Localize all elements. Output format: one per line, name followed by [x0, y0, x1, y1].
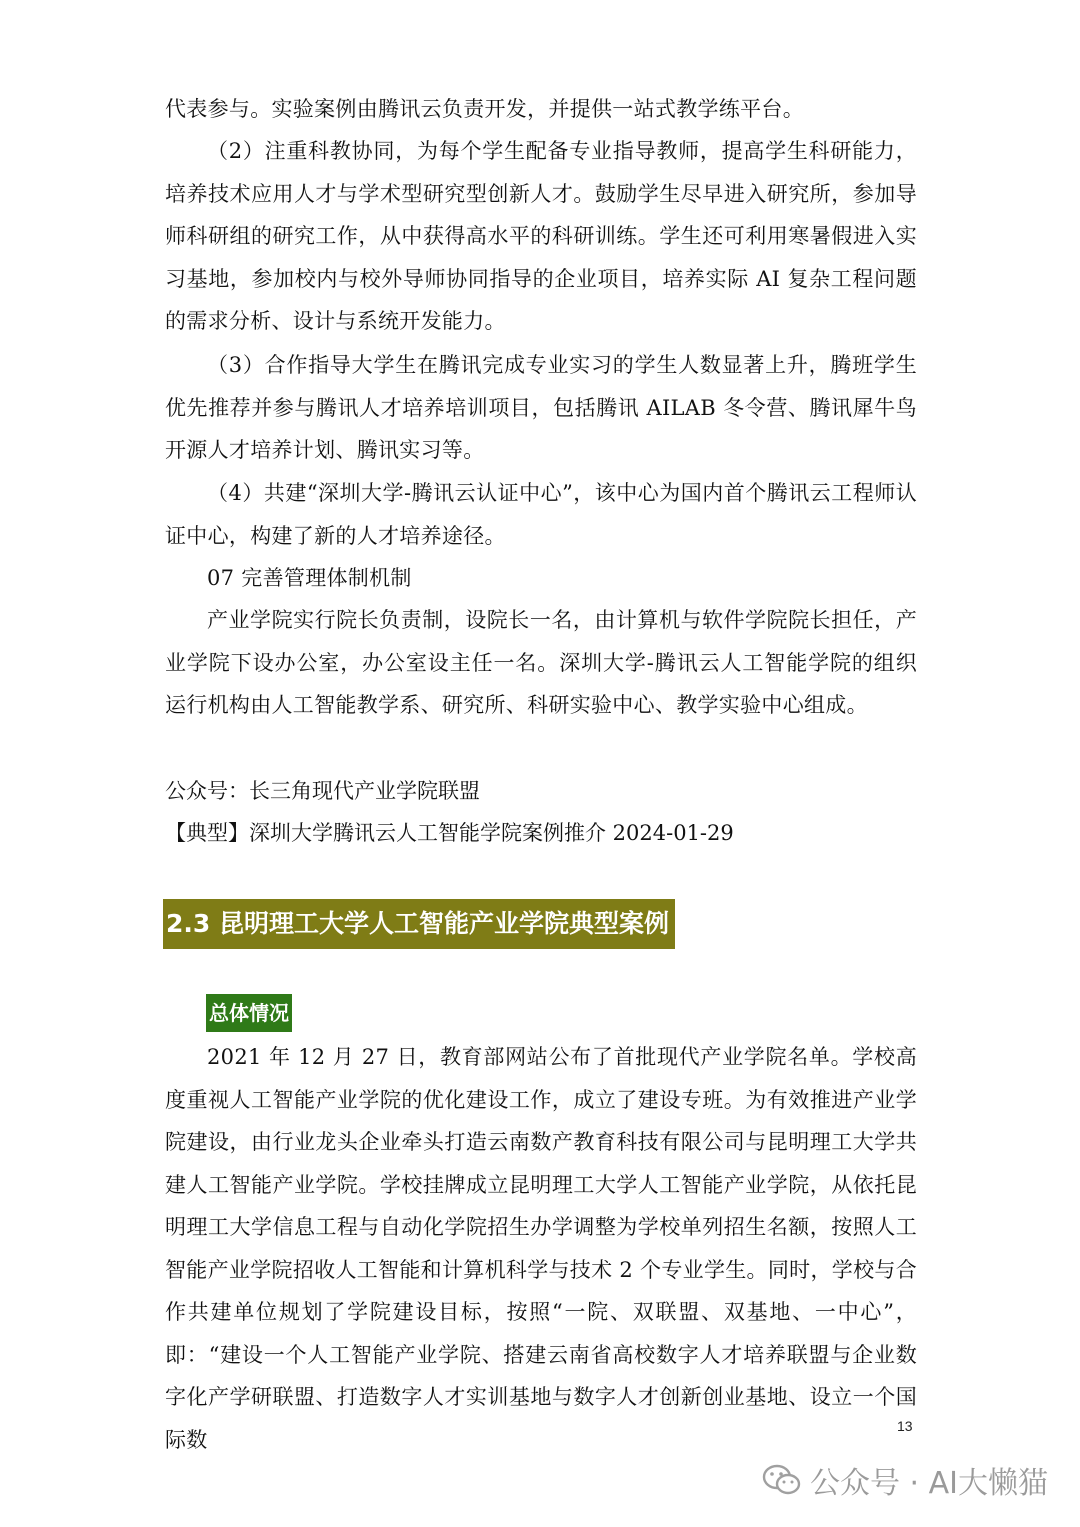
paragraph-management: 产业学院实行院长负责制，设院长一名，由计算机与软件学院院长担任，产业学院下设办公室，办公室设主任一名。深圳大学-腾讯云人工智能学院的组织运行机构由人工智能教学系、研究所、科研实验中心、教学实验中心组成。 — [165, 608, 917, 717]
paragraph-item-4: （4）共建“深圳大学-腾讯云认证中心”，该中心为国内首个腾讯云工程师认证中心，构建了新的人才培养途径。 — [165, 481, 917, 548]
section-heading: 2.3 昆明理工大学人工智能产业学院典型案例 — [163, 899, 675, 949]
wechat-icon — [762, 1463, 802, 1497]
paragraph-kmust-overview: 2021 年 12 月 27 日，教育部网站公布了首批现代产业学院名单。学校高度重视人工智能产业学院的优化建设工作，成立了建设专班。为有效推进产业学院建设，由行业龙头企业牵头打造云南数产教育科技有限公司与昆明理工大学共建人工智能产业学院。学校挂牌成立昆明理工大学人工智能产业学院，从依托昆明理工大学信息工程与自动化学院招生办学调整为学校单列招生名额，按照人工智能产业学院招收人工智能和计算机科学与技术 2 个专业学生。同时，学校与合作共建单位规划了学院建设目标，按照“一院、双联盟、双基地、一中心”，即：“建设一个人工智能产业学院、搭建云南省高校数字人才培养联盟与企业数字化产学研联盟、打造数字人才实训基地与数字人才创新创业基地、设立一个国际数 — [165, 1045, 917, 1452]
source-account: 公众号：长三角现代产业学院联盟 — [165, 779, 480, 803]
subsection-title-07: 07 完善管理体制机制 — [207, 566, 412, 590]
paragraph-item-3: （3）合作指导大学生在腾讯完成专业实习的学生人数显著上升，腾班学生优先推荐并参与腾讯人才培养培训项目，包括腾讯 AILAB 冬令营、腾讯犀牛鸟开源人才培养计划、腾讯实习等。 — [165, 353, 917, 462]
watermark — [762, 1450, 1048, 1510]
page-number: 13 — [897, 1418, 913, 1434]
paragraph-item-2: （2）注重科教协同，为每个学生配备专业指导教师，提高学生科研能力，培养技术应用人才与学术型研究型创新人才。鼓励学生尽早进入研究所，参加导师科研组的研究工作，从中获得高水平的科研训练。学生还可利用寒暑假进入实习基地，参加校内与校外导师协同指导的企业项目，培养实际 AI 复杂工程问题的需求分析、设计与系统开发能力。 — [165, 139, 917, 333]
sub-heading-overview: 总体情况 — [206, 994, 292, 1032]
source-article: 【典型】深圳大学腾讯云人工智能学院案例推介 2024-01-29 — [165, 821, 734, 845]
watermark-text: 公众号 · AI大懒猫 — [810, 1466, 1048, 1501]
paragraph-continuation: 代表参与。实验案例由腾讯云负责开发，并提供一站式教学练平台。 — [165, 97, 804, 121]
